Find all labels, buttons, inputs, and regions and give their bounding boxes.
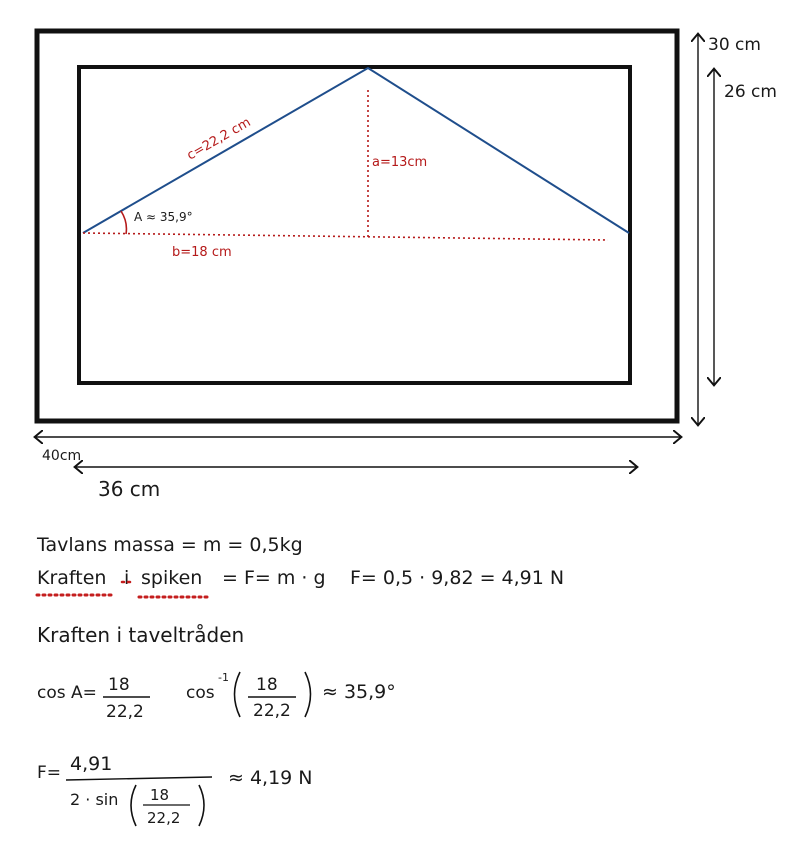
hypotenuse-label: c=22,2 cm — [184, 115, 254, 164]
inner-frame — [79, 67, 630, 383]
cos-denominator: 22,2 — [106, 702, 144, 722]
force-word-i: i — [124, 567, 130, 589]
sin-left-paren — [131, 785, 136, 826]
sin-right-paren — [199, 785, 204, 826]
force-calculation: F= 0,5 · 9,82 = 4,91 N — [350, 567, 565, 589]
f-result: ≈ 4,19 N — [228, 767, 313, 789]
base-label: b=18 cm — [172, 245, 232, 260]
sin-denominator: 22,2 — [147, 809, 181, 827]
arccos-label: cos — [186, 683, 215, 703]
outer-width-label: 40cm — [42, 448, 82, 464]
f-numerator: 4,91 — [70, 753, 113, 775]
mass-line: Tavlans massa = m = 0,5kg — [37, 534, 303, 556]
outer-height-label: 30 cm — [708, 35, 761, 55]
f-label: F= — [37, 763, 62, 783]
f-fraction-bar — [66, 777, 212, 780]
base-dotted-line — [83, 233, 608, 240]
wire-heading: Kraften i taveltråden — [37, 623, 245, 647]
angle-arc — [121, 211, 126, 234]
outer-frame — [37, 31, 677, 421]
arccos-result: ≈ 35,9° — [322, 681, 396, 703]
arccos-denominator: 22,2 — [253, 701, 291, 721]
inner-height-label: 26 cm — [724, 82, 777, 102]
cos-label: cos A= — [37, 683, 97, 703]
force-word-kraften: Kraften — [37, 567, 107, 589]
angle-label: A ≈ 35,9° — [134, 210, 193, 224]
picture-wire — [83, 68, 629, 233]
f-denominator-prefix: 2 · sin — [70, 790, 119, 809]
arccos-exponent: -1 — [218, 671, 229, 684]
force-equation: = F= m · g — [222, 567, 326, 589]
height-label: a=13cm — [372, 155, 428, 170]
sin-numerator: 18 — [150, 786, 170, 804]
arccos-right-paren — [305, 672, 311, 717]
arccos-left-paren — [235, 672, 241, 717]
force-word-spiken: spiken — [141, 567, 203, 589]
cos-numerator: 18 — [108, 675, 130, 695]
inner-width-label: 36 cm — [98, 477, 161, 501]
arccos-numerator: 18 — [256, 675, 278, 695]
